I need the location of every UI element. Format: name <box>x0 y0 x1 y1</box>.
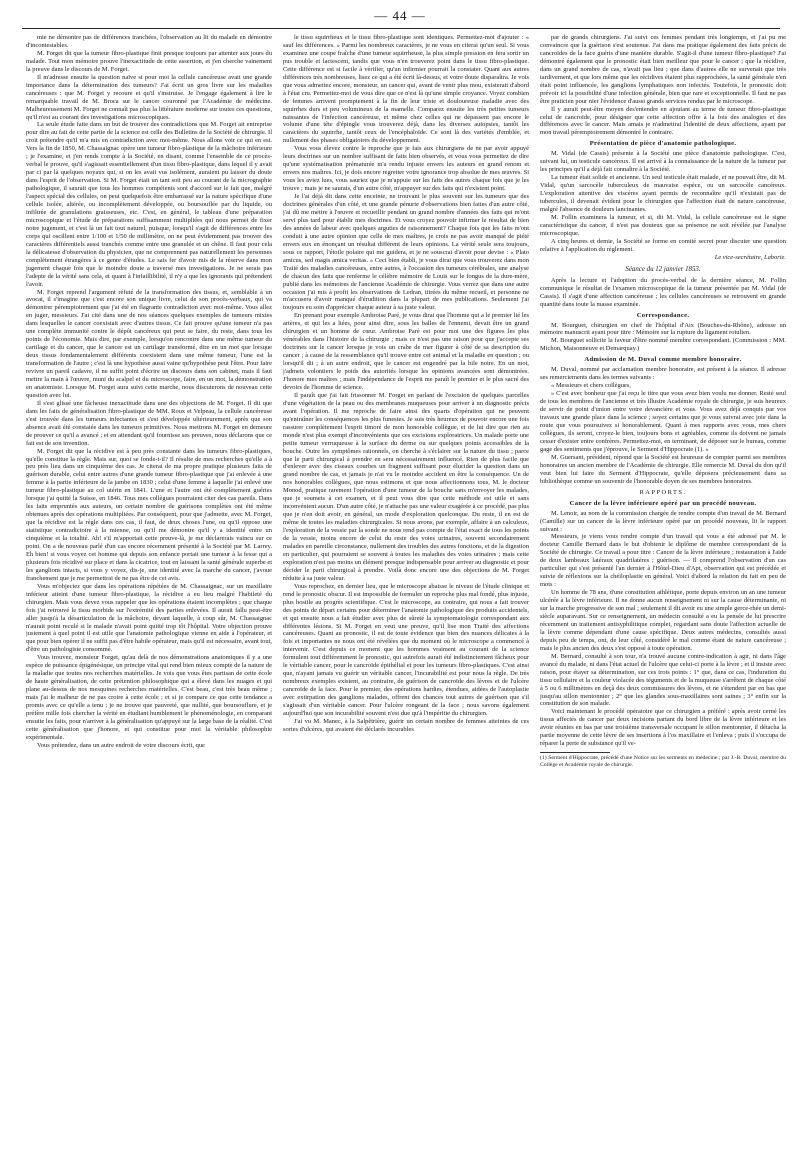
footnote: (1) Serment d'Hippocrate, précédé d'une Notice sur les serments en médecine ; par J.-B. Duval, membre du Collège et Académie royale de chirurgie. <box>540 755 786 769</box>
paragraph: La seule étude faite dans un but de trouver des contradictions que M. Forget ait entreprise pour dire au fait de cette partie de la science est celle des Bulletins de la Société de chirurgie. Il croit prétendre qu'il m'a mis en contradiction avec moi-même. Nous allons voir ce qui en est. Vers la fin de 1850, M. Chassaignac opère une tumeur fibro-plastique de la mâchoire inférieure ; je l'examine, et j'en rends compte à la Société, en disant, comme l'ensemble de ce procès-verbal le prouve, qu'il s'agissait essentiellement d'un tissu fibro-plastique, dans lequel il y avait par ci par là quelques noyaux qui, si on les avait vus isolément, auraient pu laisser du doute dans l'esprit de l'observation. Si M. Forget était un tant soit peu au courant de la micrographie pathologique, il saurait que tous les hommes compétents sont d'accord sur le fait que, malgré l'aspect spécial des cellules, on peut quelquefois être embarrassé sur la nature spécifique d'une cellule isolée, altérée, ou incomplètement développée, ou boursouflée par du liquide, ou infiltrée de granulations graisseuses, etc. C'est, en général, le tableau d'une préparation microscopique et l'étude de préparations suffisamment multipliées qui nous permet de fixer notre jugement, et c'est là un fait tout naturel, puisque, lorsqu'il s'agit de différences entre les corps qui oscillent entre 1/100 et 1/50 de millimètre, on ne peut évidemment pas trouver des caractères différentiels aussi tranchés comme entre une granulée et un chêne. Il faut pour cela la délicatesse d'observation du physicien, que ne comprennent pas naturellement les personnes complètement étrangères à ce genre d'études. Le sais fer d'avoir mis de la réserve dans mon jugement chaque fois que le moindre doute a traversé mes investigations. Je ne serais pas l'adepte de la vérité sans cela, et quant à l'infaillibilité, il n'y a que les ignorants qui prétendent l'avoir. <box>26 121 272 288</box>
paragraph: par de grands chirurgiens. J'ai suivi ces femmes pendant très longtemps, et j'ai pu me convaincre que la guérison s'est soutenue. J'ai dans ma pratique également des faits précis de cancroïdes de la face guéris d'une manière durable. S'agit-il d'une tumeur fibro-plastique? J'ai démontré également que le pronostic était bien meilleur que pour le cancer ; que la récidive, dans un grand nombre de cas, n'avait pas lieu ; que dans d'autres elle ne survenait que très tardivement, et que lors même que les récidives étaient plus rapprochées, la santé générale n'en était point influencée, les ganglions lymphatiques non infectés. Toutefois, le pronostic doit prévoir ici la possibilité d'une infection générale, bien que rare et exceptionnelle. Il faut ne pas être praticien pour nier l'évidence d'aussi grands services rendus par le microscope. <box>540 34 786 105</box>
paragraph: Après la lecture et l'adoption du procès-verbal de la dernière séance, M. Follin communique le résultat de l'examen microscopique de la tumeur présentée par M. Vidal (de Cassis). Il s'agit d'une affection cancéreuse ; les cellules cancéreuses se retrouvent en grande quantité dans toute la masse examinée. <box>540 276 786 308</box>
paragraph: Messieurs, je viens vous rendre compte d'un travail qui vous a été adressé par M. le docteur Camille Bernard dans le but d'obtenir le diplôme de membre correspondant de la Société de chirurgie. Ce travail a pour titre : Cancer de la lèvre inférieure ; restauration à l'aide de deux lambeaux latéraux quadrilatères ; guérison. — Il comprend l'observation d'un cas particulier qui s'est présenté l'an dernier à l'Hôtel-Dieu d'Apt, observation qui est précédée et suivie de réflexions sur la chéiloplastie en général. Voici d'abord la relation du fait en peu de mots : <box>540 533 786 589</box>
paragraph: Vous m'objectez que dans les opérations répétées de M. Chassaignac, sur un maxillaire inférieur atteint d'une tumeur fibro-plastique, la récidive a eu lieu malgré l'habileté du chirurgien. Mais vous devez vous rappeler que les opérations étaient incomplètes ; que chaque fois j'ai retrouvé le tissu morbide sur l'extrémité des parties enlevées. Il aurait fallu peut-être aller jusqu'à la désarticulation de la mâchoire, devant laquelle, à coup sûr, M. Chassaignac n'aurait point reculé si le malade n'avait point quitté trop tôt l'hôpital. Votre objection prouve justement à quel point il est utile que l'anatomie pathologique vienne en aide à l'opérateur, et que pour bien opérer il ne suffit pas d'être habile opérateur, mais qu'il est nécessaire, avant tout, d'être un pathologiste consommé. <box>26 582 272 654</box>
paragraph: mie ne démontre pas de différences tranchées, l'observation au lit du malade en démontre d'incontestables. <box>26 34 272 49</box>
paragraph: M. Vidal (de Cassis) présente à la Société une pièce d'anatomie pathologique. C'est, suivant lui, un testicule cancéreux. Il est arrivé à la connaissance de la nature de la tumeur par les principes qu'il a déjà fait connaître à la Société. <box>540 150 786 174</box>
paragraph: M. Duval, nommé par acclamation membre honoraire, est présent à la séance. Il adresse ses remerciements dans les termes suivants : <box>540 366 786 382</box>
session-date: Séance du 12 janvier 1853. <box>625 265 701 273</box>
paragraph: « Messieurs et chers collègues, <box>551 382 631 390</box>
header-rule <box>22 28 780 29</box>
paragraph: Il s'est glissé une fâcheuse inexactitude dans une des objections de M. Forget. Il dit que dans les faits de généralisation fibro-plastique de MM. Roux et Velpeau, la cellule cancéreuse s'est trouvée dans les tumeurs infectantes et s'est développée ultérieurement, après que son absence avait été constatée dans les tumeurs primitives. Nous mettrons M. Forget en demeure de prouver ce qu'il a avancé ; et en attendant qu'il fournisse ses preuves, nous déclarons que ce fait est de son invention. <box>26 399 272 447</box>
paragraph: M. Forget reprend l'argument réfuté de la transformation des tissus, et, semblable à un avocat, il s'imagine que c'est encore son unique livre, celui de son procès-verbaux, qui va démontrer péremptoirement que j'ai été en flagrante contradiction avec moi-même. Vous allez en juger, messieurs. J'ai cité dans une de nos séances quelques exemples de tumeurs mixtes dans lesquelles le cancer coexistait avec d'autres tissus. Ce fait prouve qu'une tumeur n'a pas une complète immunité contre le dépôt cancéreux qui peut se faire, du reste, dans tous les points de l'économie. Mais dire, par exemple, lorsqu'on rencontre dans une même tumeur du cartilage et du cancer, que le cancer est un cartilage transformé, dire en un mot que lorsque deux tissus fondamentalement différents coexistent dans une même tumeur, l'une est la transformation de l'autre ; c'est là une hypothèse aussi vaine qu'hypothèse peut l'être. Pour faire revivre un pareil cadavre, il ne suffit point d'écrire un discours dans son cabinet, mais il faut mettre la main à l'œuvre, muni du scalpel et du microscope, faire, en un mot, la démonstration en anatomiste. Lorsque M. Forget aura suivi cette marche, nous discuterons de nouveau cette question avec lui. <box>26 288 272 399</box>
paragraph: Voici maintenant le procédé opératoire que ce chirurgien a préféré : après avoir cerné les tissus affectés de cancer par deux incisions partant du bord libre de la lèvre inférieure et les avoir réunies en bas par une troisième transversale occupant le sillon mentonnier, il détacha la partie moyenne de cette lèvre de ses insertions à l'os maxillaire et l'enleva ; puis il s'occupa de réparer la perte de substance qu'il ve- <box>540 708 786 748</box>
paragraph: M. Forget dit que la récidive est à peu près constante dans les tumeurs fibro-plastiques, qu'elle constitue la règle. Mais sur, quoi se fonde-t-il? Il résulte de mes recherches qu'elle a à peu près lieu dans un cinquième des cas. Je citerai de ma propre pratique plusieurs faits de guérison durable, celui entre autres d'une grande tumeur fibro-plastique que j'ai enlevée à une femme à la partie inférieure de la jambe en 1830 ; celui d'une femme à laquelle j'ai enlevé une tumeur fibro-plastique au col utérin en 1841. L'une et l'autre ont été complètement guéries lorsque j'ai quitté la Suisse, en 1846. Tous mes collègues pourraient citer des cas pareils. Dans les faits empruntés aux auteurs, un certain nombre de guérisons complètes ont été même obtenues après des opérations multipliées. Par conséquent, pour que j'admette, avec M. Forget, que la récidive est la règle dans ces cas, il faut, de deux choses l'une, ou qu'il oppose une statistique contradictoire à la mienne, ou qu'il me démontre qu'il y a identité entre un cinquième et la totalité. Ah! s'il m'apportait cette preuve-là, je me déclarerais vaincu sur ce point. On a de nouveau parlé d'un cas encore récemment présenté à la Société par M. Larrey. Eh bien! si vous voyez cet homme qui depuis son enfance portait une tumeur à la fesse qui a plusieurs fois récidivé sur place et dans la cicatrice, tout en laissant la santé générale superbe et les ganglions intacts, si vous y voyez, dis-je, une identité avec la marche du cancer, j'avoue franchement que je me permettrai de ne pas être de cet avis. <box>26 447 272 582</box>
paragraph: le tissu squirrheux et le tissu fibro-plastique sont identiques. Permettez-moi d'ajouter : « sauf les différences. » Parmi les nombreux caractères, je ne vous en citerai qu'un seul. Si vous examinez une coupe fraîche d'une tumeur squirrheuse, la plus simple pression en fera sortir un pus trouble et lactescent, tandis que vous n'en trouverez point dans le tissu fibro-plastique. Cette différence est si facile à vérifier, qu'un infirmier pourrait la constater. Quant aux autres différences très nombreuses, lisez ce qui a été écrit là-dessus, et votre doute disparaîtra. Je vois que vous admettez encore, monsieur, un cancer qui, avant de venir plus mou, existerait d'abord à l'état cru. Permettez-moi de vous dire que ce n'est là qu'une simple croyance. Voyez combien de femmes arrivent promptement à la fin de leur triste et douloureuse maladie avec des squirrhes durs et peu volumineux de la mamelle. Comparez ensuite les très petites tumeurs naissantes de l'infection cancéreuse, et même chez celles qui ne dépassent pas encore le volume d'une tête d'épingle vous trouverez déjà, dans les diverses autopsies, tantôt les caractères du squirrhe, tantôt ceux de l'encéphaloïde. Ce sont là des variétés d'emblée, et nullement des phases obligatoires du développement. <box>283 34 529 145</box>
section-heading-rapports: RAPPORTS. <box>639 488 687 496</box>
paragraph: Vous prétendez, dans un autre endroit de votre discours écrit, que <box>37 741 205 749</box>
paragraph: Il m'adresse ensuite la question naïve si pour moi la cellule cancéreuse avait une grande importance dans la détermination des tumeurs? J'ai écrit un gros livre sur les maladies cancéreuses : que M. Forget y recoure et qu'il s'instruise. Je l'engage également à lire le remarquable travail de M. Broca sur le cancer couronné par l'Académie de médecine. Malheureusement M. Forget ne connaît pas plus la littérature moderne sur toutes ces questions, qu'il n'est au courant des investigations microscopiques. <box>26 73 272 121</box>
paragraph: Vous vous élevez contre le reproche que je fais aux chirurgiens de ne par avoir appuyé leurs doctrines sur un nombre suffisant de faits bien observés, et vous vous permettez de dire qu'une systématisation prématurée m'a rendu injuste envers les auteurs en grand renom et envers nos maîtres. Ici, je dois encore regretter votre ignorance trop absolue de mes œuvres. Si vous les aviez lues, vous sauriez que je m'appuie sur les faits des autres chaque fois que je les trouve ; mais je ne saurais, d'un autre côté, m'appuyer sur des faits qui n'existent point. <box>283 145 529 193</box>
paragraph: Vous reprochez, en dernier lieu, que le microscope abaisse le niveau de l'étude clinique et rend le pronostic obscur. Il est impossible de formuler un reproche plus mal fondé, plus injuste, plus hostile au progrès scientifique. C'est le microscope, au contraire, qui nous a fait trouver des points de départ certains pour déterminer l'anatomie pathologique des produits accidentels, et qui ensuite nous a fait étudier avec plus de sûreté la symptomatologie correspondant aux différentes lésions. Si M. Forget en veut une preuve, qu'il lise mon Traité des affections cancéreuses. Quant au pronostic, il est de toute évidence que bien des nuances délicates à la fois et importantes ne nous ont été révélées que du moment où le microscope a commencé à intervenir. C'est depuis ce moment que les hommes vraiment au courant de la science formulent tout différemment le pronostic, qui autrefois aurait été indistinctement fâcheux pour le véritable cancer, pour le cancroïde épithélial et pour les tumeurs fibro-plastiques. C'est ainsi que, n'ayant jamais vu guérir un véritable cancer, l'incurabilité est pour nous la règle. De très nombreux exemples existent, au contraire, de guérison de cancroïde des lèvres et de l'ulcère cancroïde de la face. Pour le premier, des opérations hardies, étendues, aidées de l'autoplastie avec extirpation des ganglions malades, offrent des chances tout autres de guérison que s'il s'agissait d'un véritable cancer. Pour l'ulcère rongeant de la face ; nous savons également aujourd'hui que son incurabilité souvent n'est due qu'à l'impéritie du chirurgien. <box>283 582 529 718</box>
paragraph: En prenant pour exemple Ambroise Paré, je vous dirai que l'homme qui a le premier lié les artères, et qui les a liées, pour ainsi dire, sous les balles de l'ennemi, devait être un grand chirurgien et un homme de cœur. Ambroise Paré est pour moi une des figures les plus vénérables dans l'histoire de la chirurgie ; mais ce n'est pas une raison pour que j'accepte ses doctrines sur le cancer lorsque je vois un crabe de mer figurer à côté de sa description du cancer ; à cause de la ressemblance qu'il trouve entre cet animal et la maladie en question ; ou lorsqu'il dit ; à un autre endroit, que le cancer est engendré par la bile noire. En un mot, j'admets volontiers le poids des autorités lorsque les opinions avancées sont démontrées. J'honore mes maîtres ; mais l'indépendance de l'esprit me paraît le premier et le plus sacré des devoirs de l'homme de science. <box>283 312 529 391</box>
column-right <box>540 34 786 1160</box>
paragraph: M. Follin examinera la tumeur, et si, dit M. Vidal, la cellule cancéreuse est le signe caractéristique du cancer, il n'est pas douteux que sa présence ne soit révélée par l'analyse microscopique. <box>540 214 786 237</box>
paragraph: Je l'ai déjà dit dans cette enceinte, ne trouvant le plus souvent sur les tumeurs que des doctrines générales d'un côté, et une grande pénurie d'observations bien faites d'un autre côté, j'ai dû me mettre à l'œuvre et recueillir pendant un grand nombre d'années des faits qui m'ont servi plus tard pour établir mes doctrines. Et vous croyez pouvoir infirmer le résultat de bien des années de labeur avec quelques arguties de raisonnement? Chaque fois que les faits m'ont conduit à une autre opinion que celle de mes maîtres, je crois ne pas avoir manqué de piété envers eux en énonçant un résultat différent de leurs opinions. La vérité seule sera toujours, sous ce rapport, l'étoile polaire qui me guidera, et je ne souscrai d'avoir pour devise : « Plato amicus, sed magis amica veritas. » Ceci bien établi, je vous dirai que vous trouverez dans mon Traité des maladies cancéreuses, entre autres, à l'occasion des tumeurs cérébrales, une analyse de chacun des faits que renferme le célèbre mémoire de Louis sur le fongus de la dure-mère, publié dans les mémoires de l'ancienne Académie de chirurgie. Vous verrez que dans une autre occasion j'ai mis à profit les observations de Ledran, titrées du même recueil, et personne ne m'accusera d'avoir manqué d'érudition dans la plupart de mes publications. Seulement j'ai toujours eu soin d'apprécier chaque auteur à sa juste valeur. <box>283 193 529 312</box>
signature: Le vice-secrétaire, Laborie. <box>714 253 786 261</box>
paragraph: » C'est avec bonheur que j'ai reçu le titre que vous avez bien voulu me donner. Resté seul de tous les membres de l'ancienne et très illustre Académie royale de chirurgie, je suis heureux de servir de point d'union entre votre devancière et vous. Vous avez déjà conquis par vos travaux une grande place dans la science ; soyez certains que je vous suivrai avec joie dans la route que vous poursuivez si honorablement. Quant à mes rapports avec vous, mes chers collègues, ils seront, croyez-le bien, toujours bons et agréables, comme ils doivent ne jamais cesser d'exister entre confrères. Permettez-moi, en terminant, de déposer sur le bureau, comme gage des sentiments que j'éprouve, le Serment d'Hippocrate (1). » <box>540 390 786 453</box>
section-heading-cancer: Cancer de la lèvre inférieure opéré par un procédé nouveau. <box>569 499 757 507</box>
section-heading-correspondance: Correspondance. <box>636 311 690 319</box>
paragraph: M. Forget dit que la tumeur fibro-plastique finit presque toujours par attenter aux jours du malade. Tout mon mémoire prouve l'inexactitude de cette assertion, et j'en cherche vainement la preuve dans le discours de M. Forget. <box>26 49 272 73</box>
column-left <box>26 34 272 1160</box>
paragraph: M. Guersant, président, répond que la Société est heureuse de compter parmi ses membres honoraires un ancien membre de l'Académie de chirurgie. Elle remercie M. Duval du don qu'il veut bien lui faire du Serment d'Hippocrate, qu'elle déposera précieusement dans sa bibliothèque comme un souvenir de l'honorable doyen de ses membres honoraires. <box>540 453 786 485</box>
page-number: — 44 — <box>374 8 426 23</box>
footnote-rule <box>540 752 610 753</box>
paragraph: M. Bourguet, chirurgien en chef de l'hôpital d'Aix (Bouches-du-Rhône), adresse un mémoire manuscrit ayant pour titre : Mémoire sur la rupture du ligament rotulien. <box>540 321 786 337</box>
paragraph: M. Bourguet sollicite la faveur d'être nommé membre correspondant. (Commission : MM. Michon, Maisonneuve et Demarquay.) <box>540 337 786 353</box>
paragraph: Il y aurait peut-être moyen des'entendre en ajoutant au terme de tumeur fibro-plastique celui de cancroïde, pour désigner que cette affection offre à la fois des analogies et des différences avec le cancer. Mais amais je n'admettrai l'identité de deux affections, ayant par mon travail péremptoirement démontré le contraire. <box>540 105 786 137</box>
paragraph: Il paraît que j'ai fait frissonner M. Forget en parlant de l'excision de quelques parcelles d'une végétation de la peau ou des membranes muqueuses pour arriver à un diagnostic précis avant l'opération. Il me reproche de faire ainsi des quarts d'opération qui ne peuvent qu'entraîner les conséquences les plus funestes. Je suis très heureux de pouvoir encore une fois rassurer complètement l'esprit timoré de mon honorable collègue, et de lui dire que rien au monde n'est plus exempt d'inconvénients que ces excisions exploratrices. Un malade porte une petite tumeur verruqueuse à la surface du derme ou sur quelques points accessibles de la bouche. Outre les symptômes rationnels, on cherche à s'éclairer sur la nature du tissu ; parce que le parti chirurgical à prendre en sera nécessairement influencé. Rien de plus facile que d'enlever avec des ciseaux courbes un fragment suffisant pour élucider la question dans un grand nombre de cas, et jamais je n'ai vu le moindre accident en être la conséquence. Un de nos honorables collègues, que nous estimons et que nous affectionnons tous, M. le docteur Monod, pratique rarement l'opération d'une tumeur de la bouche sans m'envoyer les malades, que je soumets à cet examen, et il peut vous dire que cette méthode est utile et sans inconvénient aucun. D'un autre côté, je n'attache pas une valeur exagérée à ce procédé, pas plus que je n'en doit avoir, en général, un mode d'exploration quelconque. Du reste, il en est de même de toutes les maladies chirurgicales. Si nous avons, par exemple, affaire à un calculeux, l'exploration de la vessie par la sonde ne nous rend pas compte de l'état exact de tous les points de la vessie, moins encore de celui du reste des voies urinaires, souvent secondairement malades en pareille circonstance, nullement des troubles des autres fonctions, et de la digestion en particulier, qui pourraient se souvent à toutes les maladies des voies urinaires ; mais cette exploration n'est pas moins un élément presque indispensable pour arriver au diagnostic et pour décider le parti chirurgical à prendre. Voilà donc encore une des objections de M. Forget réduite à sa juste valeur. <box>283 391 529 582</box>
paragraph: J'ai vu M. Manec, à la Salpêtrière, guérir un certain nombre de femmes atteintes de ces sortes d'ulcères, qui avaient été déclarés incurables <box>283 717 529 733</box>
paragraph: La tumeur était solide et ancienne. Un seul testicule était malade, et ne pouvait être, dit M. Vidal, qu'un sarcocèle tuberculeux de mauvaise espèce, ou un sarcocèle cancéreux. L'exploration attentive des viscères ayant permis de reconnaître qu'il n'existait pas de tubercules, il devenait évident pour le chirurgien que l'affection était de nature cancéreuse, malgré l'absence de douleurs lancinantes. <box>540 174 786 214</box>
paragraph: A cinq heures et demie, la Société se forme en comité secret pour discuter une question relative à l'application du règlement. <box>540 237 786 253</box>
paragraph: Un homme de 78 ans, d'une constitution athlétique, porte depuis environ un an une tumeur ulcérée à la lèvre inférieure. Il ne donne aucun renseignement ni sur la cause déterminante, ni sur la marche progressive de son mal ; seulement il dit avoir eu une simple gerce-rhée un demi-siècle auparavant. Sur ce renseignement, un médecin consulté a eu la pensée de lui prescrire récemment un traitement antisyphilitique complet, regardant sans doute l'affection actuelle de la lèvre comme dépendant d'une cause spécifique. Deux autres médecins, consultés aussi depuis peu de temps, ont, de leur côté, considéré le mal comme étant de nature cancéreuse ; mais le plus ancien des deux s'est opposé à toute opération. <box>540 589 786 652</box>
column-middle <box>283 34 529 1160</box>
section-heading-admission: Admission de M. Duval comme membre honoraire. <box>584 356 742 364</box>
paragraph: Vous trouvez, monsieur Forget, qu'au delà de nos démonstrations anatomiques il y a une espèce de puissance épigénésique, un principe vital qui rend bien mieux compte de la nature de la maladie que toutes nos recherches matérielles. Je vois que vous êtes partisan de cette école de haute généralisation, de cette prétention philosophique qui a élevé dans les nuages et qui plane au-dessus de nos mesquines recherches matérielles. C'est beau, c'est très beau même ; mais j'ai le malheur de ne pas croire à cette école ; et si je compare ce que cette tendance a promis avec ce qu'elle a tenu ; je ne trouve que pauvreté, que nullité, que boursouflure, et je préfère mille fois chercher la vérité en étudiant humblement le phénoménologie, en comparant ensuite les faits, pour n'arriver à la généralisation qu'appuyé sur la large base de la réalité. C'est cette généralisation que j'honore, et qui constitue pour moi la véritable philosophie expérimentale. <box>26 654 272 741</box>
paragraph: M. Lenoir, au nom de la commission chargée de rendre compte d'un travail de M. Bernard (Camille) sur un cancer de la lèvre inférieure opéré par un procédé nouveau, lit le rapport suivant : <box>540 509 786 533</box>
section-heading-piece: Présentation de pièce d'anatomie pathologique. <box>589 140 737 148</box>
paragraph: M. Bernard, consulté à son tour, n'a trouvé aucune contre-indication à agir, ni dans l'âge avancé du malade, ni dans l'état actuel de l'ulcère que celui-ci porte à la lèvre ; et il insiste avec raison, pour étayer sa détermination, sur ces trois points : 1° que, dans ce cas, l'induration du tissu cellulaire et la couleur violacée des téguments et de la muqueuse s'arrêtent de chaque côté à 5 ou 6 millimètres en deçà des deux commissures des lèvres, et ne s'étendent par en bas que jusqu'au sillon mentonnier ; 2° que les glandes sous-maxillaires sont saines ; 3° enfin sur la constitution de son malade. <box>540 652 786 708</box>
